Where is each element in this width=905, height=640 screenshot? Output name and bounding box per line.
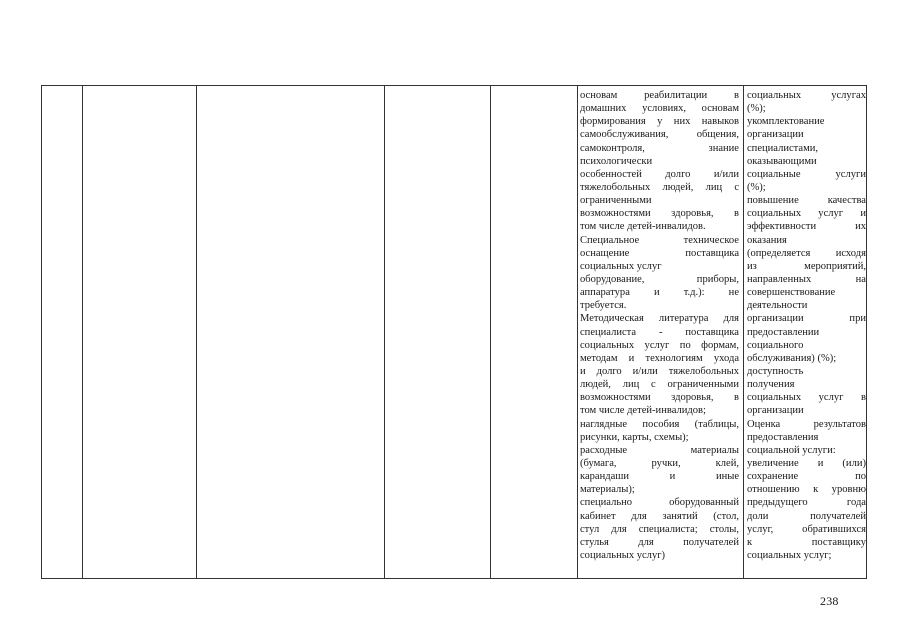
page-number: 238 xyxy=(820,594,839,608)
text-line: социальных услуг в xyxy=(747,392,866,404)
text-line: увеличение и (или) xyxy=(747,457,866,469)
text-line: социальных услуг xyxy=(580,260,662,272)
text-line: совершенствование xyxy=(747,287,836,299)
table-cell-conditions xyxy=(580,89,739,576)
text-line: социальной услуги: xyxy=(747,444,836,456)
text-line: сохранение по xyxy=(747,471,866,483)
text-line: Оценка результатов xyxy=(747,418,866,430)
text-line: методам и технологиям ухода xyxy=(580,352,739,364)
text-line: отношению к уровню xyxy=(747,484,866,496)
text-line: и долго и/или тяжелобольных xyxy=(580,365,739,377)
text-line: социального xyxy=(747,339,804,351)
text-line: людей, лиц с ограниченными xyxy=(580,379,739,391)
text-line: Специальное техническое xyxy=(580,234,739,246)
text-line: рисунки, карты, схемы); xyxy=(580,431,689,443)
text-line: социальных услуг; xyxy=(747,549,832,561)
text-line: (%); xyxy=(747,181,766,193)
text-line: предоставлении xyxy=(747,326,820,338)
text-line: самоконтроля, знание xyxy=(580,142,739,154)
text-line: доли получателей xyxy=(747,510,866,522)
text-line: направленных на xyxy=(747,273,866,285)
table xyxy=(41,85,867,579)
text-line: социальных услуг) xyxy=(580,549,666,561)
text-line: (%); xyxy=(747,103,766,115)
column-divider xyxy=(196,86,197,578)
text-line: повышение качества xyxy=(747,195,866,207)
text-line: самообслуживания, общения, xyxy=(580,129,739,141)
text-line: оказания xyxy=(747,234,787,246)
text-line: доступность xyxy=(747,365,804,377)
text-line: тяжелобольных людей, лиц с xyxy=(580,181,739,193)
text-line: психологически xyxy=(580,155,653,167)
text-line: требуется. xyxy=(580,300,627,312)
text-line: оборудование, приборы, xyxy=(580,273,739,285)
column-divider xyxy=(384,86,385,578)
text-line: особенностей долго и/или xyxy=(580,168,739,180)
text-line: деятельности xyxy=(747,300,808,312)
column-divider xyxy=(743,86,744,578)
text-line: услуг, обратившихся xyxy=(747,523,866,535)
text-line: ограниченными xyxy=(580,195,652,207)
text-line: социальных услуг и xyxy=(747,208,866,220)
text-line: стул для специалиста; столы, xyxy=(580,523,739,535)
table-cell-indicators xyxy=(747,89,866,576)
text-line: наглядные пособия (таблицы, xyxy=(580,418,739,430)
text-line: социальных услуг по формам, xyxy=(580,339,739,351)
text-line: том числе детей-инвалидов; xyxy=(580,405,706,417)
text-line: специально оборудованный xyxy=(580,497,739,509)
text-line: получения xyxy=(747,379,795,391)
text-line: эффективности их xyxy=(747,221,866,233)
text-line: предоставления xyxy=(747,431,819,443)
text-line: возможностями здоровья, в xyxy=(580,208,739,220)
text-line: домашних условиях, основам xyxy=(580,103,739,115)
text-line: (определяется исходя xyxy=(747,247,866,259)
text-line: основам реабилитации в xyxy=(580,90,739,101)
column-divider xyxy=(490,86,491,578)
text-line: специалиста - поставщика xyxy=(580,326,739,338)
text-line: укомплектование xyxy=(747,116,825,128)
text-line: (бумага, ручки, клей, xyxy=(580,457,739,469)
text-line: организации при xyxy=(747,313,866,325)
text-line: формирования у них навыков xyxy=(580,116,739,128)
text-line: социальных услугах xyxy=(747,90,866,101)
column-divider xyxy=(577,86,578,578)
text-line: Методическая литература для xyxy=(580,313,739,325)
text-line: социальные услуги xyxy=(747,168,866,180)
text-line: из мероприятий, xyxy=(747,260,866,272)
text-line: аппаратура и т.д.): не xyxy=(580,287,739,299)
column-divider xyxy=(82,86,83,578)
text-line: стулья для получателей xyxy=(580,536,739,548)
text-line: оказывающими xyxy=(747,155,817,167)
text-line: специалистами, xyxy=(747,142,819,154)
text-line: возможностями здоровья, в xyxy=(580,392,739,404)
text-line: к поставщику xyxy=(747,536,866,548)
text-line: расходные материалы xyxy=(580,444,739,456)
text-line: обслуживания) (%); xyxy=(747,352,837,364)
text-line: том числе детей-инвалидов. xyxy=(580,221,706,233)
text-line: организации xyxy=(747,129,804,141)
text-line: кабинет для занятий (стол, xyxy=(580,510,739,522)
text-line: предыдущего года xyxy=(747,497,866,509)
text-line: оснащение поставщика xyxy=(580,247,739,259)
text-line: материалы); xyxy=(580,484,635,496)
text-line: карандаши и иные xyxy=(580,471,739,483)
text-line: организации xyxy=(747,405,804,417)
